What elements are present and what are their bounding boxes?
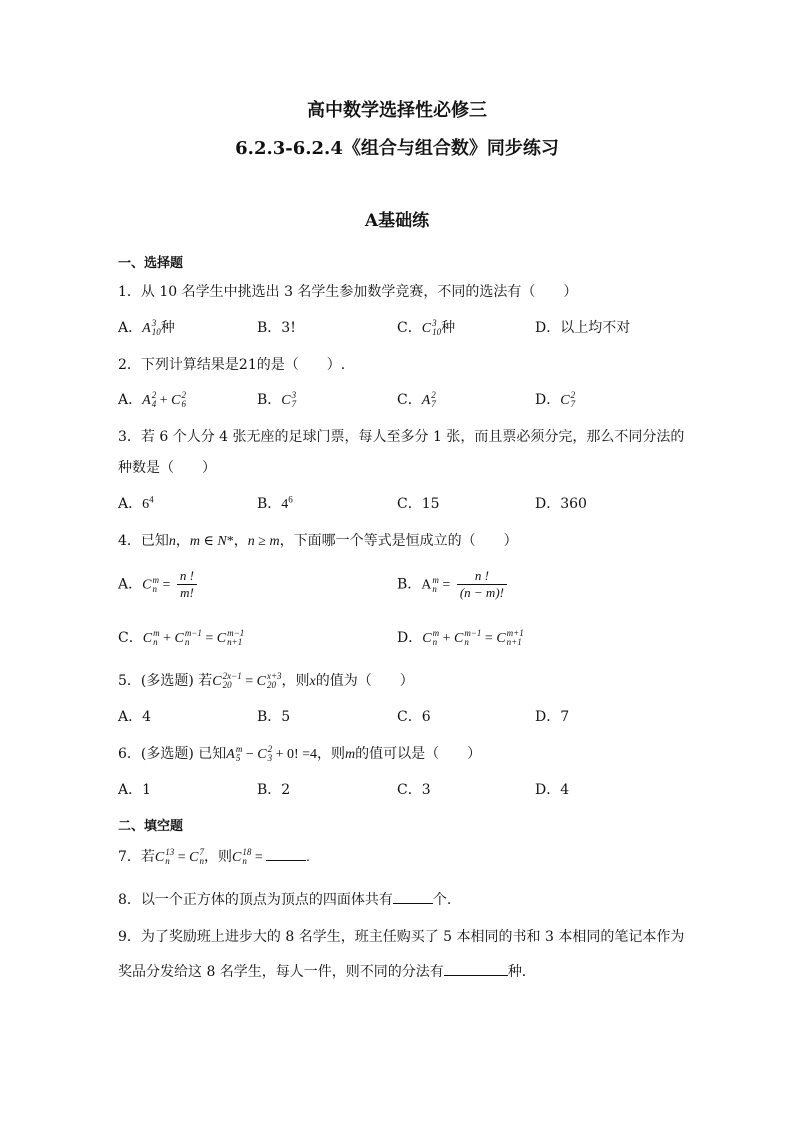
- page-title: 高中数学选择性必修三: [307, 100, 487, 121]
- question-3-line-1: 3．若 6 个人分 4 张无座的足球门票，每人至多分 1 张，而且票必须分完，那么不同分法的: [118, 429, 685, 445]
- question-8: 8．以一个正方体的顶点为顶点的四面体共有 个.: [118, 892, 452, 908]
- q1-option-c: C．C 3 10 种: [397, 318, 456, 337]
- q5-option-d: D．7: [535, 709, 570, 725]
- question-2: 2．下列计算结果是21的是（ ）.: [118, 357, 346, 373]
- q2-option-a: A．A 2 4 + C 2 6: [118, 390, 186, 409]
- q5-option-b: B．5: [257, 709, 291, 725]
- q4-option-d: D．C m n + C m−1 n = C m+1 n+1: [397, 628, 524, 647]
- section-heading: A基础练: [364, 211, 430, 231]
- q4-option-c: C．C m n + C m−1 n = C m−1 n+1: [118, 628, 245, 647]
- q6-option-a: A．1: [118, 782, 152, 798]
- choice-section-title: 一、选择题: [118, 256, 184, 271]
- question-4: 4．已知n，m ∈ N*，n ≥ m，下面哪一个等式是恒成立的（ ）: [118, 533, 518, 549]
- q3-option-d: D．360: [535, 496, 587, 512]
- q1-option-a: A．A 3 10 种: [118, 318, 175, 337]
- q3-option-a: A．$6^4$: [118, 494, 154, 512]
- question-7: 7．若C 13 n = C 7 n ，则C 18 n = .: [118, 847, 310, 866]
- q7-answer-blank[interactable]: [266, 848, 306, 861]
- q5-option-a: A．4: [118, 709, 152, 725]
- question-3-line-2: 种数是（ ）: [118, 460, 216, 476]
- question-5: 5．(多选题) 若C 2x−1 20 = C x+3 20 ，则x的值为（ ）: [118, 671, 414, 690]
- q6-option-b: B．2: [257, 782, 291, 798]
- q1-option-b: B．3!: [257, 320, 296, 336]
- q1-option-d: D．以上均不对: [535, 320, 631, 336]
- question-6: 6．(多选题) 已知A m 5 − C 2 3 + 0! =4，则m的值可以是（ ）: [118, 744, 482, 763]
- q6-option-c: C．3: [397, 782, 431, 798]
- q2-option-c: C．A 2 7: [397, 390, 436, 409]
- q8-answer-blank[interactable]: [393, 891, 433, 904]
- q4-option-a: A．C m n = $\frac{n !}{m!}$: [118, 568, 200, 601]
- page-subtitle: 6.2.3-6.2.4《组合与组合数》同步练习: [235, 138, 559, 159]
- fill-section-title: 二、填空题: [118, 819, 184, 834]
- q2-option-d: D．C 2 7: [535, 390, 576, 409]
- q6-option-d: D．4: [535, 782, 570, 798]
- q3-option-c: C．15: [397, 496, 440, 512]
- question-9-line-2: 奖品分发给这 8 名学生，每人一件，则不同的分法有 种．: [118, 964, 536, 980]
- q9-answer-blank[interactable]: [444, 963, 508, 976]
- q4-option-b: B．A m n = $\frac{n !}{(n - m)!}$: [397, 568, 510, 601]
- question-1: 1．从 10 名学生中挑选出 3 名学生参加数学竞赛，不同的选法有（ ）: [118, 284, 578, 300]
- q3-option-b: B．$4^6$: [257, 494, 293, 512]
- q2-option-b: B．C 3 7: [257, 390, 297, 409]
- question-9-line-1: 9．为了奖励班上进步大的 8 名学生，班主任购买了 5 本相同的书和 3 本相同的笔记本作为: [118, 929, 685, 945]
- q5-option-c: C．6: [397, 709, 431, 725]
